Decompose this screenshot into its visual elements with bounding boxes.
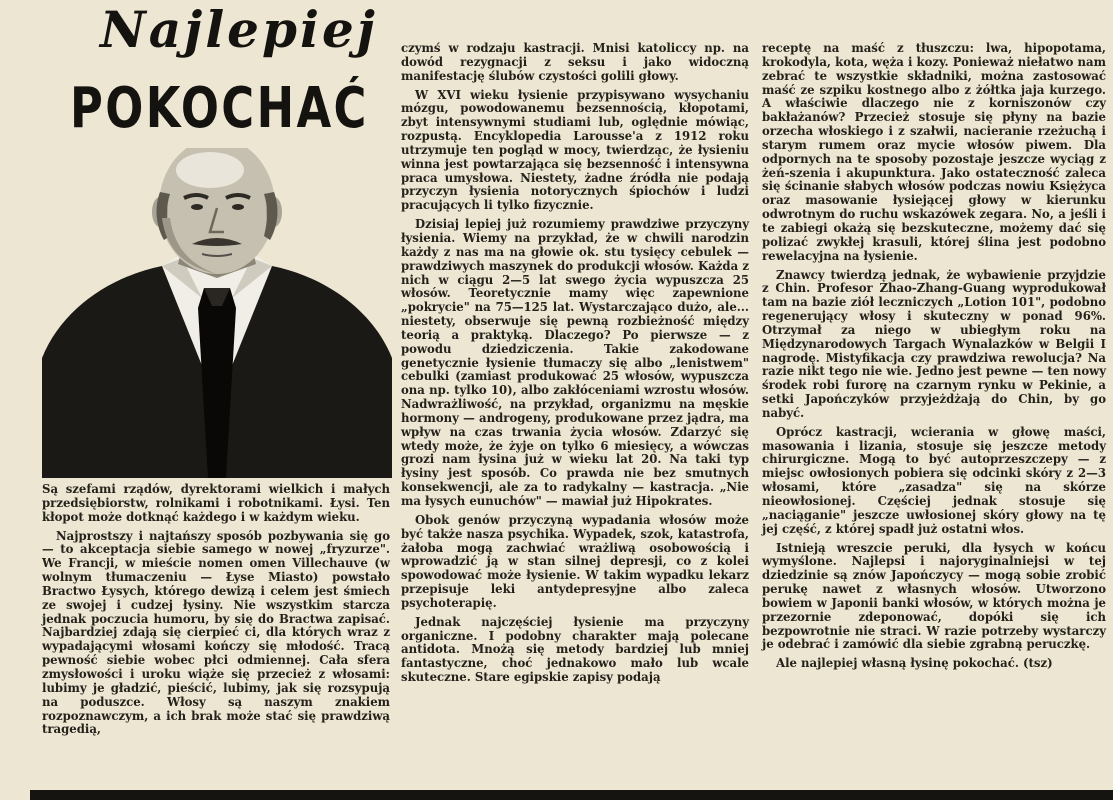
paragraph: Ale najlepiej własną łysinę pokochać. (tsz) (776, 656, 1053, 671)
paragraph: czymś w rodzaju kastracji. Mnisi katoliccy np. na dowód rezygnacji z seksu i jako widoczną manifestację ślubów czystości golili głowy. (401, 41, 749, 83)
paragraph: Najprostszy i najtańszy sposób pozbywania się go — to akceptacja siebie samego w nowej „fryzurze". We Francji, w mieście nomen omen Villechauve (w wolnym tłumaczeniu — Łyse Miasto) powstało Bractwo Łysych, którego dewizą i celem jest śmiech ze swojej i cudzej łysiny. Nie wszystkim starcza jednak poczucia humoru, by się do Bractwa zapisać. Najbardziej zdają się cierpieć ci, dla których wraz z wypadającymi włosami kończy się młodość. Tracą pewność siebie wobec płci odmiennej. Cała sfera zmysłowości i uroku wiąże się przecież z włosami: lubimy je gładzić, pieścić, lubimy, jak się rozsypują na poduszce. Włosy są naszym znakiem rozpoznawczym, a ich brak może stać się prawdziwą tragedią, (42, 528, 390, 737)
portrait-photo (42, 148, 392, 478)
article-column-3 (762, 42, 1106, 676)
paragraph: Oprócz kastracji, wcierania w głowę maści, masowania i lizania, stosuje się jeszcze metody chirurgiczne. Mogą to być autoprzeszczepy — z miejsc owłosionych pobiera się odcinki skóry z 2—3 włosami, które „zasadza" się na skórze nieowłosionej. Częściej jednak stosuje się „naciąganie" jeszcze uwłosionej skóry głowy na tę jej część, z której spadł już ostatni włos. (762, 424, 1106, 536)
article-column-1 (42, 483, 390, 742)
portrait-figure (42, 148, 392, 478)
paragraph: W XVI wieku łysienie przypisywano wysychaniu mózgu, powodowanemu bezsennością, kłopotami, zbyt intensywnymi studiami lub, oględnie mówiąc, rozpustą. Encyklopedia Larousse'a z 1912 roku utrzymuje ten pogląd w mocy, twierdząc, że łysieniu winna jest powtarzająca się bezsenność i intensywna praca umysłowa. Niestety, żadne źródła nie podają przyczyn łysienia notorycznych śpiochów i ludzi pracujących li tylko fizycznie. (401, 87, 749, 213)
paragraph: receptę na maść z tłuszczu: lwa, hipopotama, krokodyla, kota, węża i kozy. Ponieważ niełatwo nam zebrać te wszystkie składniki, można zastosować maść ze szpiku kostnego albo z żółtka jaja kurzego. A właściwie dlaczego nie z korniszonów czy bakłażanów? Przecież stosuje się płyny na bazie orzecha włoskiego i z szałwii, nacieranie rzeżuchą i starym rumem oraz mycie włosów piwem. Dla odpornych na te sposoby pozostaje jeszcze wyciąg z żeń-szenia i akupunktura. Jako ostateczność zaleca się ścinanie słabych włosów podczas nowiu Księżyca oraz masowanie łysiejącej głowy w kierunku odwrotnym do ruchu wskazówek zegara. No, a jeśli i te zabiegi okażą się bezskuteczne, możemy dać się polizać zwykłej krasuli, której ślina jest podobno rewelacyjna na łysienie. (762, 41, 1106, 263)
bottom-rule (30, 790, 1113, 800)
headline-script: Najlepiej (100, 0, 378, 59)
article-column-2 (401, 42, 749, 690)
paragraph: Dzisiaj lepiej już rozumiemy prawdziwe przyczyny łysienia. Wiemy na przykład, że w chwili narodzin każdy z nas ma na głowie ok. stu tysięcy cebulek — prawdziwych maszynek do produkcji włosów. Każda z nich w ciągu 2—5 lat swego życia wypuszcza 25 włosów. Teoretycznie mamy więc zapewnione „pokrycie" na 75—125 lat. Wystarczająco dużo, ale... niestety, obserwuje się pewną rozbieżność między teorią a praktyką. Dlaczego? Po pierwsze — z powodu dziedziczenia. Takie zakodowane genetycznie łysienie tłumaczy się albo „lenistwem" cebulki (zamiast produkować 25 włosów, wypuszcza ona np. tylko 10), albo zakłóceniami wzrostu włosów. Nadwrażliwość, na przykład, organizmu na męskie hormony — androgeny, produkowane przez jądra, ma wpływ na czas trwania życia włosów. Zdarzyć się wtedy może, że żyje on tylko 6 miesięcy, a wówczas grozi nam łysina już w wieku lat 20. Na taki typ łysiny jest sposób. Co prawda nie bez smutnych konsekwencji, ale za to radykalny — kastracja. „Nie ma łysych eunuchów" — mawiał już Hipokrates. (401, 217, 749, 508)
paragraph: Są szefami rządów, dyrektorami wielkich i małych przedsiębiorstw, rolnikami i robotnikami. Łysi. Ten kłopot może dotknąć każdego i w każdym wieku. (42, 482, 390, 524)
paragraph: Istnieją wreszcie peruki, dla łysych w końcu wymyślone. Najlepsi i najoryginalniejsi w tej dziedzinie są znów Japończycy — mogą sobie zrobić perukę nawet z własnych włosów. Utworzono bowiem w Japonii banki włosów, w których można je przezornie zdeponować, dopóki się ich bezpowrotnie nie straci. W razie potrzeby wystarczy je odebrać i zamówić dla siebie zgrabną peruczkę. (762, 540, 1106, 652)
paragraph: Jednak najczęściej łysienie ma przyczyny organiczne. I podobny charakter mają polecane antidota. Mnożą się metody bardziej lub mniej fantastyczne, choć jednakowo mało lub wcale skuteczne. Stare egipskie zapisy podają (401, 614, 749, 685)
headline-main: POKOCHAĆ (70, 76, 369, 141)
paragraph: Znawcy twierdzą jednak, że wybawienie przyjdzie z Chin. Profesor Zhao-Zhang-Guang wyprodukował tam na bazie ziół leczniczych „Lotion 101", podobno regenerujący włosy i skuteczny w ponad 96%. Otrzymał za niego w ubiegłym roku na Międzynarodowych Targach Wynalazków w Belgii I nagrodę. Mistyfikacja czy prawdziwa rewolucja? Na razie nikt tego nie wie. Jedno jest pewne — ten nowy środek robi furorę na czarnym rynku w Pekinie, a setki Japończyków przyjeżdżają do Chin, by go nabyć. (762, 267, 1106, 420)
paragraph: Obok genów przyczyną wypadania włosów może być także nasza psychika. Wypadek, szok, katastrofa, żałoba mogą zachwiać wrażliwą osobowością i wprowadzić ją w stan silnej depresji, co z kolei spowodować może łysienie. W takim wypadku lekarz przepisuje leki antydepresyjne albo zaleca psychoterapię. (401, 512, 749, 610)
